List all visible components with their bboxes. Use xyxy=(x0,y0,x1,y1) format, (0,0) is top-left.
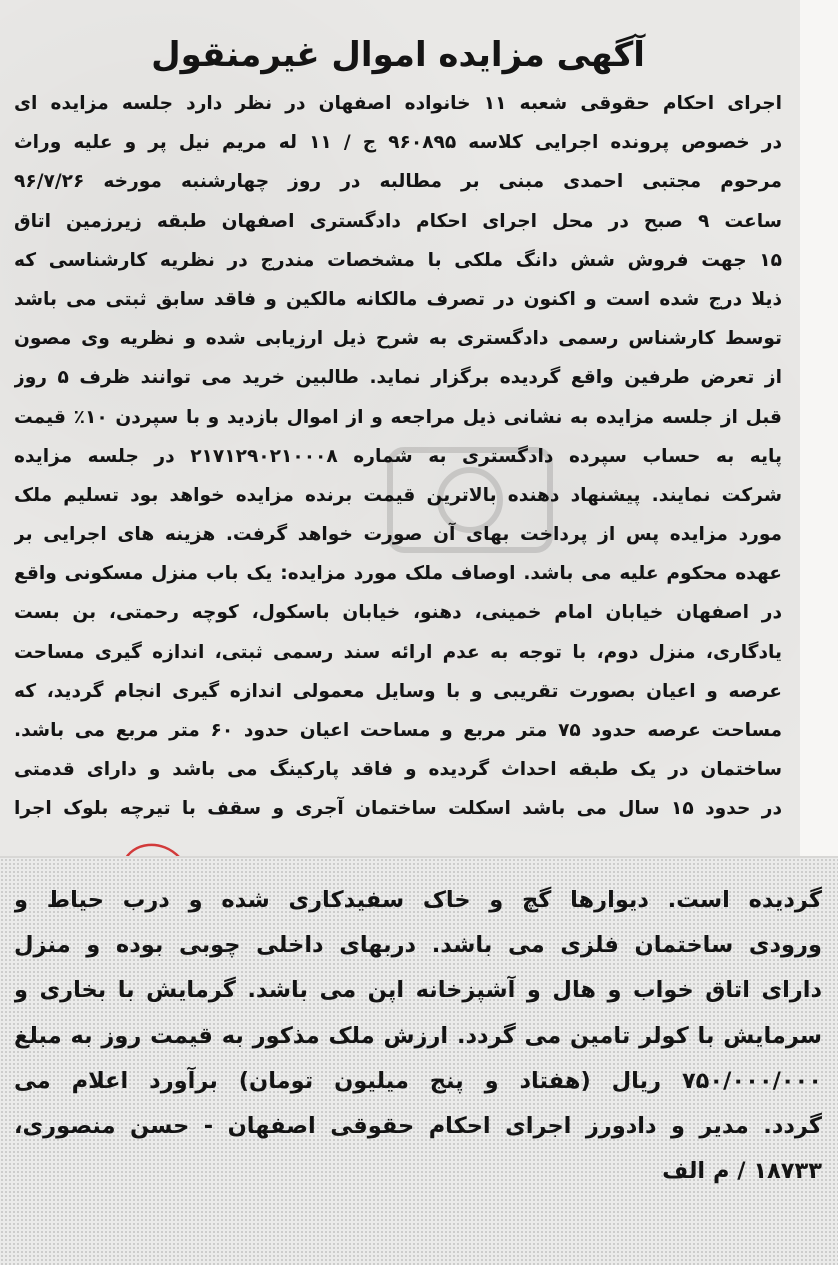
notice-line: مورد مزایده پس از پرداخت بهای آن صورت خواهد گرفت. هزینه های اجرایی بر xyxy=(14,524,782,546)
notice-line: مرحوم مجتبی احمدی مبنی بر مطالبه در روز چهارشنبه مورخه ۹۶/۷/۲۶ xyxy=(14,171,782,193)
notice-line: دارای اتاق خواب و هال و آشپزخانه اپن می باشد. گرمایش با بخاری و xyxy=(14,977,822,1004)
page-margin-strip xyxy=(800,0,838,858)
notice-line: عهده محکوم علیه می باشد. اوصاف ملک مورد مزایده: یک باب منزل مسکونی واقع xyxy=(14,563,782,585)
notice-line: یادگاری، منزل دوم، با توجه به عدم ارائه سند رسمی ثبتی، اندازه گیری مساحت xyxy=(14,641,782,663)
notice-line: اجرای احکام حقوقی شعبه ۱۱ خانواده اصفهان در نظر دارد جلسه مزایده ای xyxy=(14,93,782,114)
notice-line: گردیده است. دیوارها گچ و خاک سفیدکاری شده و درب حیاط و xyxy=(14,887,822,913)
notice-line: گردد. مدیر و دادورز اجرای احکام حقوقی اصفهان - حسن منصوری، xyxy=(14,1112,822,1139)
notice-clipping-bottom xyxy=(0,858,838,1265)
notice-line: ۱۵ جهت فروش شش دانگ ملکی با مشخصات مندرج در نظریه کارشناسی که xyxy=(14,249,782,271)
notice-line: از تعرض طرفین واقع گردیده برگزار نماید. طالبین خرید می توانند ظرف ۵ روز xyxy=(14,367,782,389)
notice-line: ذیلا درج شده است و اکنون در تصرف مالکانه مالکین و فاقد سابق ثبتی می باشد xyxy=(14,288,782,310)
notice-line: پایه به حساب سپرده دادگستری به شماره ۲۱۷۱۲۹۰۲۱۰۰۰۸ در جلسه مزایده xyxy=(14,445,782,467)
notice-line: توسط کارشناس رسمی دادگستری به شرح ذیل ارزیابی شده و نظریه وی مصون xyxy=(14,328,782,350)
notice-line: ساختمان در یک طبقه احداث گردیده و فاقد پارکینگ می باشد و دارای قدمتی xyxy=(14,759,782,781)
notice-line: سرمایش با کولر تامین می گردد. ارزش ملک مذکور به قیمت روز به مبلغ xyxy=(14,1022,822,1049)
notice-line: در اصفهان خیابان امام خمینی، دهنو، خیابان باسکول، کوچه رحمتی، بن بست xyxy=(14,602,782,624)
notice-line: عرصه و اعیان بصورت تقریبی و با وسایل معمولی اندازه گیری انجام گردید، که xyxy=(14,680,782,702)
notice-line: در خصوص پرونده اجرایی کلاسه ۹۶۰۸۹۵ ج / ۱۱ له مریم نیل پر و علیه وراث xyxy=(14,132,782,154)
notice-line: ساعت ۹ صبح در محل اجرای احکام دادگستری اصفهان طبقه زیرزمین اتاق xyxy=(14,210,782,232)
notice-line: مساحت عرصه حدود ۷۵ متر مربع و مساحت اعیان حدود ۶۰ متر مربع می باشد. xyxy=(14,720,782,741)
notice-title: آگهی مزایده اموال غیرمنقول xyxy=(151,35,645,75)
notice-body-top xyxy=(14,84,782,829)
notice-reference-number: ۱۸۷۳۳ / م الف xyxy=(662,1158,822,1185)
notice-line: در حدود ۱۵ سال می باشد اسکلت ساختمان آجری و سقف با تیرچه بلوک اجرا xyxy=(14,798,782,820)
notice-line: قبل از جلسه مزایده به نشانی ذیل مراجعه و از اموال بازدید و با سپردن ۱۰٪ قیمت xyxy=(14,406,782,428)
notice-line: شرکت نمایند. پیشنهاد دهنده بالاترین قیمت برنده مزایده خواهد بود تسلیم ملک xyxy=(14,484,782,506)
notice-line: ۷۵۰/۰۰۰/۰۰۰ ریال (هفتاد و پنج میلیون تومان) برآورد اعلام می xyxy=(14,1067,822,1094)
notice-line: ورودی ساختمان فلزی می باشد. دربهای داخلی چوبی بوده و منزل xyxy=(14,932,822,959)
